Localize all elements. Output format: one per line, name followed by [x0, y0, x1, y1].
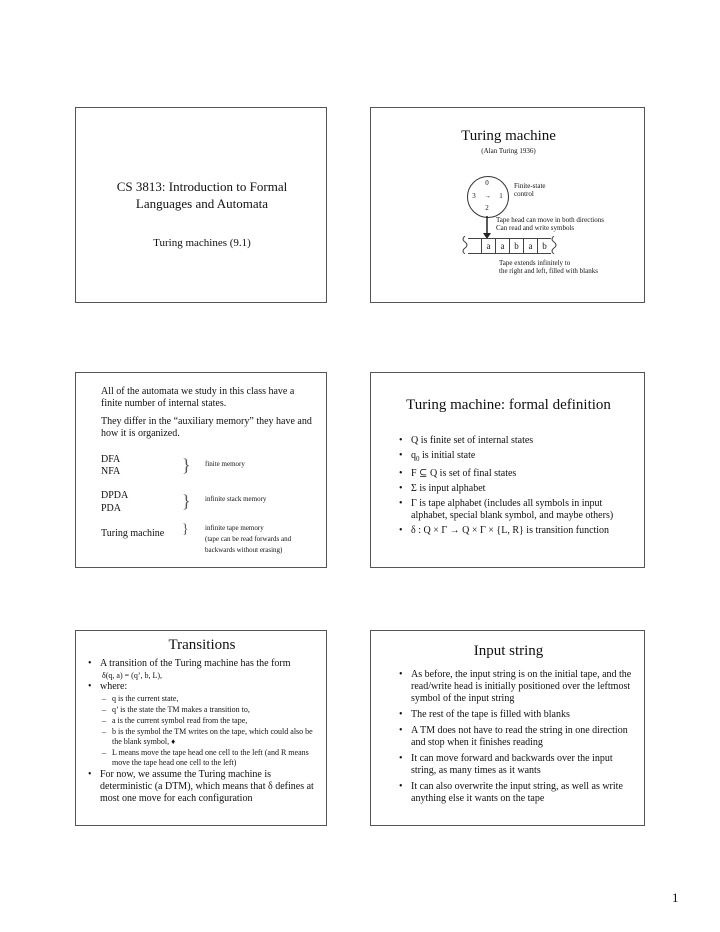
- head-note-2: Can read and write symbols: [496, 224, 575, 232]
- initial-state-symbol: q: [411, 450, 416, 461]
- input-bullet: • As before, the input string is on the initial tape, and the read/write head is initially positioned over the leftmost symbol of the input string: [399, 669, 639, 705]
- group-label-nfa: NFA: [101, 466, 121, 477]
- slide-input-string: [370, 630, 645, 826]
- transition-formula: δ(q, a) = (q’, b, L),: [102, 671, 163, 680]
- transition-part: – L means move the tape head one cell to the left (and R means move the tape head one cell to the left): [100, 748, 322, 768]
- diagram-title: Turing machine: [461, 128, 556, 144]
- automata-paragraph-1: All of the automata we study in this class have a finite number of internal states.: [101, 386, 295, 409]
- initial-state-text: is initial state: [419, 450, 476, 461]
- brace-icon: }: [182, 491, 191, 511]
- where-label: where:: [100, 681, 128, 692]
- transitions-bullet: [88, 658, 322, 681]
- formal-bullet: [399, 450, 637, 465]
- state-3: 3: [472, 192, 476, 200]
- automata-paragraph-2: They differ in the “auxiliary memory” they have and how it is organized.: [101, 416, 312, 439]
- tape-memory-label-3: backwards without erasing): [205, 546, 283, 554]
- formal-bullet: • Γ is tape alphabet (includes all symbols in input alphabet, special blank symbol, and maybe others): [399, 498, 637, 522]
- input-bullet: • The rest of the tape is filled with blanks: [399, 709, 639, 721]
- tape-note-2: the right and left, filled with blanks: [499, 267, 598, 275]
- tape-cell-blank: [468, 239, 482, 253]
- initial-state-subscript: 0: [416, 455, 420, 463]
- slide-transitions: [75, 630, 327, 826]
- state-2: 2: [485, 204, 489, 212]
- group-label-pda: PDA: [101, 503, 122, 514]
- formal-bullet: • δ : Q × Γ → Q × Γ × {L, R} is transition function: [399, 525, 637, 537]
- slide-formal-definition: [370, 372, 645, 568]
- brace-icon: }: [182, 522, 189, 537]
- tape-cell: a: [524, 239, 538, 253]
- state-0: 0: [485, 179, 489, 187]
- brace-icon: }: [182, 455, 191, 475]
- input-title: Input string: [473, 643, 544, 659]
- tape-right-squiggle-icon: [549, 236, 559, 254]
- tape-cell: a: [482, 239, 496, 253]
- transition-part: – b is the symbol the TM writes on the tape, which could also be the blank symbol, ♦: [100, 727, 322, 747]
- formal-bullet: • F ⊆ Q is set of final states: [399, 468, 637, 480]
- state-1: 1: [499, 192, 503, 200]
- tape-head-arrow-icon: [481, 216, 493, 240]
- tape: [468, 238, 551, 254]
- transition-part: – a is the current symbol read from the tape,: [100, 716, 322, 726]
- finite-memory-label: finite memory: [205, 460, 245, 468]
- group-label-tm: Turing machine: [101, 528, 165, 539]
- tape-memory-label-1: infinite tape memory: [205, 524, 264, 532]
- transition-parts: [100, 694, 322, 768]
- formal-title: Turing machine: formal definition: [406, 397, 611, 413]
- diagram-subtitle: (Alan Turing 1936): [481, 147, 536, 155]
- formal-bullet: • Σ is input alphabet: [399, 483, 637, 495]
- tape-cell: a: [496, 239, 510, 253]
- group-label-dpda: DPDA: [101, 490, 129, 501]
- slide-diagram: [370, 107, 645, 303]
- transitions-bullet: • For now, we assume the Turing machine is deterministic (a DTM), which means that δ defines at most one move for each configuration: [88, 769, 322, 805]
- stack-memory-label: infinite stack memory: [205, 495, 267, 503]
- transitions-bullets: [88, 658, 322, 805]
- input-bullet: • A TM does not have to read the string in one direction and stop when it finishes reading: [399, 725, 639, 749]
- control-label-2: control: [514, 190, 534, 198]
- tape-memory-label-2: (tape can be read forwards and: [205, 535, 292, 543]
- formal-bullet: • Q is finite set of internal states: [399, 435, 637, 447]
- formal-bullets: [399, 435, 637, 537]
- tape-cell: b: [510, 239, 524, 253]
- transition-part: – q is the current state,: [100, 694, 322, 704]
- input-bullet: • It can move forward and backwards over the input string, as many times as it wants: [399, 753, 639, 777]
- course-title: CS 3813: Introduction to Formal Languages and Automata: [116, 179, 288, 211]
- group-label-dfa: DFA: [101, 454, 121, 465]
- transition-part: – q’ is the state the TM makes a transition to,: [100, 705, 322, 715]
- head-note-1: Tape head can move in both directions: [496, 216, 604, 224]
- tape-note-1: Tape extends infinitely to: [499, 259, 571, 267]
- page-number: 1: [672, 890, 679, 905]
- input-bullet: • It can also overwrite the input string, as well as write anything else it wants on the tape: [399, 781, 639, 805]
- slide-title: [75, 107, 327, 303]
- transitions-intro: A transition of the Turing machine has the form: [100, 658, 291, 669]
- transitions-title: Transitions: [168, 637, 236, 653]
- control-label-1: Finite-state: [514, 182, 546, 190]
- tape-cell: b: [542, 241, 547, 251]
- topic-title: Turing machines (9.1): [153, 237, 251, 249]
- slide-automata: [75, 372, 327, 568]
- input-bullets: [399, 669, 639, 805]
- transitions-bullet: [88, 681, 322, 768]
- state-arrow-icon: →: [484, 192, 491, 200]
